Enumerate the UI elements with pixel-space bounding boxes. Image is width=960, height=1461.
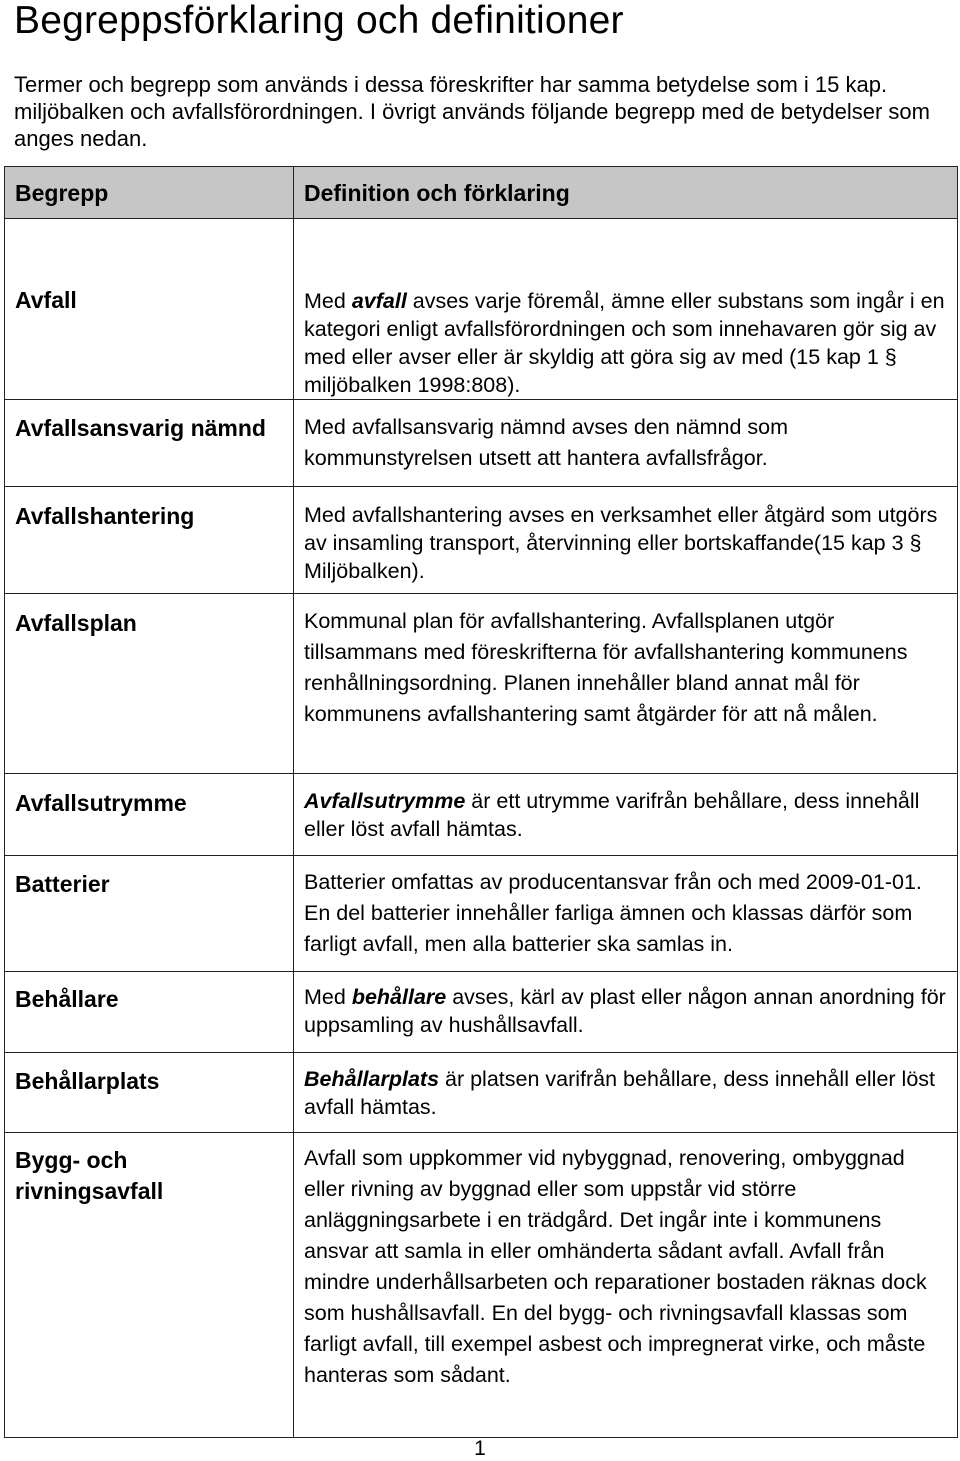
term-cell bbox=[5, 400, 294, 487]
term-cell bbox=[5, 487, 294, 594]
term-label: Avfallsutrymme bbox=[15, 790, 187, 816]
definition-cell bbox=[294, 774, 958, 856]
term-label: Avfallsansvarig nämnd bbox=[15, 415, 266, 441]
intro-paragraph: Termer och begrepp som används i dessa föreskrifter har samma betydelse som i 15 kap. miljöbalken och avfallsförordningen. I övrigt används följande begrepp med de betydelser som anges nedan. bbox=[14, 72, 930, 151]
term-cell bbox=[5, 856, 294, 972]
definition-cell bbox=[294, 219, 958, 400]
term-cell bbox=[5, 972, 294, 1053]
term-cell bbox=[5, 774, 294, 856]
definition-text: Kommunal plan för avfallshantering. Avfallsplanen utgör tillsammans med föreskrifterna för avfallshantering kommunens renhållningsordning. Planen innehåller bland annat mål för kommunens avfallshantering samt åtgärder för att nå målen. bbox=[304, 609, 908, 726]
page-title: Begreppsförklaring och definitioner bbox=[14, 0, 624, 42]
definitions-table bbox=[4, 166, 958, 1438]
term-label: Avfall bbox=[15, 287, 77, 313]
term-label: Avfallshantering bbox=[15, 503, 195, 529]
table-row bbox=[5, 594, 958, 774]
column-header-definition: Definition och förklaring bbox=[294, 167, 958, 219]
term-label: Behållare bbox=[15, 986, 119, 1012]
definition-cell bbox=[294, 856, 958, 972]
page-number: 1 bbox=[474, 1437, 486, 1460]
definition-cell bbox=[294, 972, 958, 1053]
definition-cell bbox=[294, 1053, 958, 1133]
table-row bbox=[5, 1133, 958, 1438]
definition-cell bbox=[294, 400, 958, 487]
table-row bbox=[5, 219, 958, 400]
column-header-term: Begrepp bbox=[5, 167, 294, 219]
definition-text: Med avfallshantering avses en verksamhet eller åtgärd som utgörs av insamling transport, återvinning eller bortskaffande(15 kap 3 § Miljöbalken). bbox=[304, 503, 938, 583]
table-row bbox=[5, 1053, 958, 1133]
term-label: Bygg- och rivningsavfall bbox=[15, 1147, 164, 1204]
term-label: Avfallsplan bbox=[15, 610, 137, 636]
table-row bbox=[5, 856, 958, 972]
term-label: Behållarplats bbox=[15, 1068, 160, 1094]
table-row bbox=[5, 487, 958, 594]
definition-cell bbox=[294, 1133, 958, 1438]
definition-text: Avfallsutrymme är ett utrymme varifrån behållare, dess innehåll eller löst avfall hämtas. bbox=[304, 789, 920, 841]
definition-cell bbox=[294, 487, 958, 594]
term-label: Batterier bbox=[15, 871, 110, 897]
definition-text: Med avfallsansvarig nämnd avses den nämnd som kommunstyrelsen utsett att hantera avfallsfrågor. bbox=[304, 415, 789, 470]
table-header-row bbox=[5, 167, 958, 219]
definition-cell bbox=[294, 594, 958, 774]
term-cell bbox=[5, 219, 294, 400]
table-row bbox=[5, 774, 958, 856]
table-row bbox=[5, 972, 958, 1053]
term-cell bbox=[5, 594, 294, 774]
definition-text: Behållarplats är platsen varifrån behållare, dess innehåll eller löst avfall hämtas. bbox=[304, 1067, 936, 1119]
definition-text: Batterier omfattas av producentansvar från och med 2009-01-01. En del batterier innehåller farliga ämnen och klassas därför som farligt avfall, men alla batterier ska samlas in. bbox=[304, 870, 922, 956]
definition-text: Med behållare avses, kärl av plast eller någon annan anordning för uppsamling av hushållsavfall. bbox=[304, 985, 946, 1037]
term-cell bbox=[5, 1133, 294, 1438]
definition-text: Avfall som uppkommer vid nybyggnad, renovering, ombyggnad eller rivning av byggnad eller som uppstår vid större anläggningsarbete i en trädgård. Det ingår inte i kommunens ansvar att samla in eller omhänderta sådant avfall. Avfall från mindre underhållsarbeten och reparationer bostaden räknas dock som hushållsavfall. En del bygg- och rivningsavfall klassas som farligt avfall, till exempel asbest och impregnerat virke, och måste hanteras som sådant. bbox=[304, 1146, 927, 1387]
table-row bbox=[5, 400, 958, 487]
definition-text: Med avfall avses varje föremål, ämne eller substans som ingår i en kategori enligt avfallsförordningen och som innehavaren gör sig av med eller avser eller är skyldig att göra sig av med (15 kap 1 § miljöbalken 1998:808). bbox=[304, 289, 945, 397]
term-cell bbox=[5, 1053, 294, 1133]
